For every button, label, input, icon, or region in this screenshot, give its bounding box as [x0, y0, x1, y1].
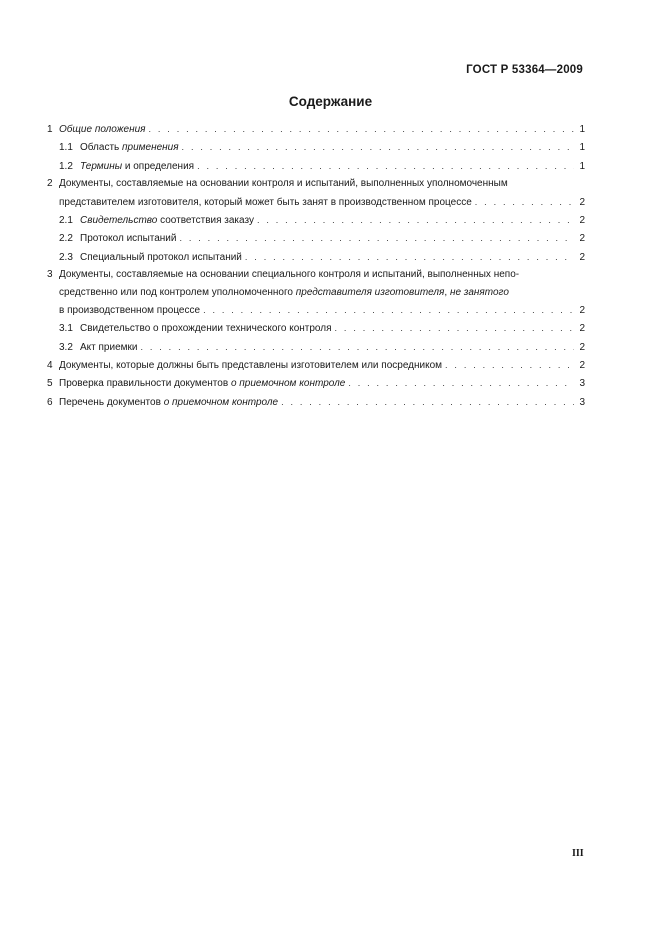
toc-entry-3[interactable]	[47, 269, 585, 317]
toc-leader-dots	[179, 232, 574, 244]
toc-entry-page: 1	[579, 124, 585, 135]
toc-entry-number: 4	[47, 360, 53, 372]
toc-leader-dots	[281, 396, 574, 408]
table-of-contents	[47, 123, 585, 414]
toc-title: Содержание	[288, 94, 373, 109]
toc-entry-title-line-3: в производственном процессе	[59, 304, 201, 316]
toc-entry-title: Общие положения	[59, 124, 146, 135]
toc-entry-6[interactable]	[47, 396, 585, 409]
toc-entry-title-line-2: средственно или под контролем уполномоченного представителя изготовителя, не занятого	[59, 286, 509, 298]
toc-entry-number: 2	[47, 178, 53, 190]
toc-entry-2-2[interactable]	[47, 232, 585, 245]
toc-entry-page: 2	[579, 214, 585, 226]
toc-entry-number: 1	[47, 124, 53, 135]
toc-entry-2-3[interactable]	[47, 251, 585, 264]
toc-entry-page: 2	[579, 233, 585, 245]
toc-entry-1-1[interactable]	[47, 141, 585, 154]
toc-entry-2-1[interactable]	[47, 214, 585, 227]
toc-entry-title: Протокол испытаний	[80, 233, 177, 245]
page-number: III	[572, 848, 584, 859]
toc-leader-dots	[182, 141, 574, 153]
toc-leader-dots	[445, 359, 574, 371]
toc-entry-page: 2	[579, 251, 585, 263]
toc-entry-page: 2	[579, 323, 585, 335]
toc-entry-number: 3	[47, 269, 53, 281]
toc-entry-5[interactable]	[47, 377, 585, 390]
toc-entry-page: 1	[579, 142, 585, 154]
toc-entry-title: Область применения	[80, 142, 179, 154]
toc-entry-number: 2.3	[59, 251, 73, 263]
toc-entry-number: 1.1	[59, 142, 73, 154]
toc-entry-number: 2.1	[59, 214, 73, 226]
toc-entry-page: 1	[579, 160, 585, 172]
toc-entry-2[interactable]	[47, 178, 585, 208]
toc-entry-page: 2	[579, 360, 585, 372]
toc-entry-title-line-1: Документы, составляемые на основании контроля и испытаний, выполненных уполномоченным	[59, 178, 508, 190]
toc-leader-dots	[245, 251, 574, 263]
toc-entry-3-1[interactable]	[47, 322, 585, 335]
toc-entry-title: Специальный протокол испытаний	[80, 251, 242, 263]
toc-entry-number: 3.2	[59, 341, 73, 353]
toc-entry-page: 2	[579, 304, 585, 316]
toc-entry-title: Свидетельство о прохождении технического контроля	[80, 323, 332, 335]
toc-entry-page: 3	[579, 396, 585, 408]
toc-entry-1-2[interactable]	[47, 160, 585, 173]
toc-leader-dots	[335, 322, 574, 334]
toc-entry-page: 3	[579, 378, 585, 390]
toc-entry-number: 6	[47, 396, 53, 408]
toc-entry-title: Термины и определения	[80, 160, 195, 172]
toc-leader-dots	[203, 304, 574, 316]
standard-designation: ГОСТ Р 53364—2009	[466, 64, 583, 76]
toc-entry-3-2[interactable]	[47, 341, 585, 354]
toc-entry-title: Проверка правильности документов о приемочном контроле	[59, 378, 346, 390]
toc-entry-page: 2	[579, 196, 585, 208]
toc-entry-1[interactable]	[47, 123, 585, 136]
toc-entry-number: 1.2	[59, 160, 73, 172]
toc-entry-number: 2.2	[59, 233, 73, 245]
toc-entry-title: Акт приемки	[80, 341, 138, 353]
toc-entry-number: 5	[47, 378, 53, 390]
toc-entry-title-line-1: Документы, составляемые на основании специального контроля и испытаний, выполненных непо-	[59, 269, 520, 281]
toc-leader-dots	[140, 341, 574, 353]
toc-leader-dots	[197, 160, 574, 172]
toc-leader-dots	[348, 377, 574, 389]
toc-entry-title: Свидетельство соответствия заказу	[80, 214, 254, 226]
toc-entry-title: Документы, которые должны быть представлены изготовителем или посредником	[59, 360, 443, 372]
toc-entry-4[interactable]	[47, 359, 585, 372]
toc-leader-dots	[257, 214, 574, 226]
toc-entry-title: Перечень документов о приемочном контроле	[59, 396, 279, 408]
toc-leader-dots	[149, 123, 575, 135]
toc-entry-number: 3.1	[59, 323, 73, 335]
toc-leader-dots	[475, 196, 574, 208]
toc-entry-title-line-2: представителем изготовителя, который может быть занят в производственном процессе	[59, 196, 472, 208]
toc-entry-page: 2	[579, 341, 585, 353]
